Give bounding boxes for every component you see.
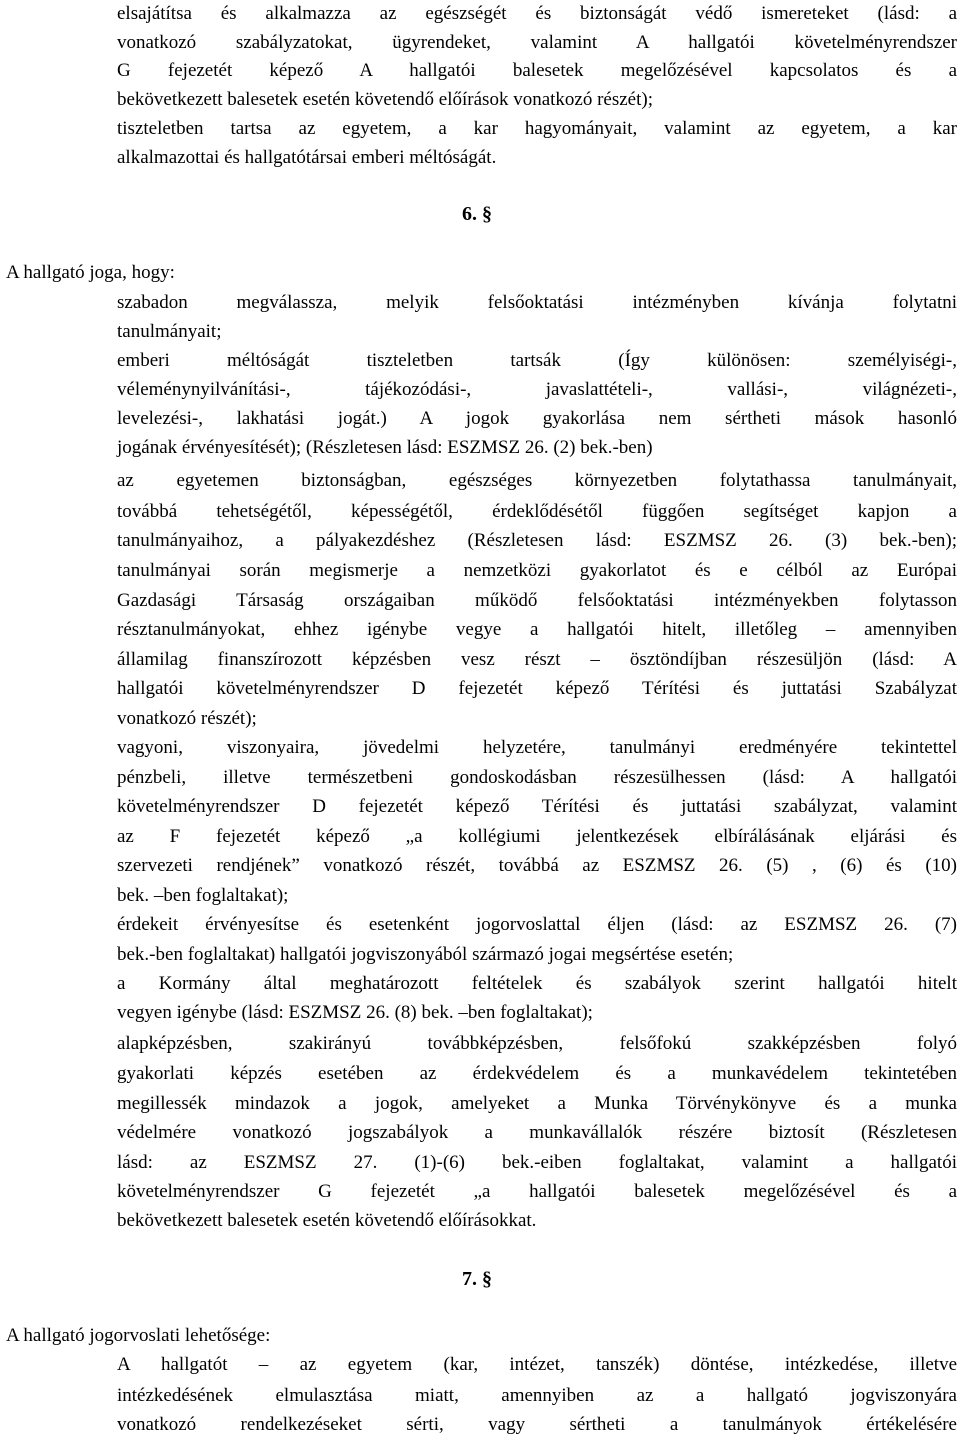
section-heading [462, 1265, 492, 1294]
text-line: vagyoni, viszonyaira, jövedelmi helyzetére, tanulmányi eredményére tekintettel [117, 737, 957, 758]
text-line: érdekeit érvényesítse és esetenként jogorvoslattal éljen (lásd: az ESZMSZ 26. (7) [117, 914, 957, 935]
text-line: elsajátítsa és alkalmazza az egészségét és biztonságát védő ismereteket (lásd: a [117, 3, 957, 24]
text-line: intézkedésének elmulasztása miatt, amennyiben az a hallgató jogviszonyára [117, 1385, 957, 1406]
section-sign-icon: § [482, 203, 492, 225]
text-line: tanulmányait; [117, 321, 222, 342]
text-line: alapképzésben, szakirányú továbbképzésben, felsőfokú szakképzésben folyó [117, 1033, 957, 1054]
section-intro: A hallgató jogorvoslati lehetősége: [6, 1325, 271, 1346]
text-line: hallgatói követelményrendszer D fejezetét képező Térítési és juttatási Szabályzat [117, 678, 957, 699]
text-line: védelmére vonatkozó jogszabályok a munkavállalók részére biztosít (Részletesen [117, 1122, 957, 1143]
text-line: Gazdasági Társaság országaiban működő felsőoktatási intézményekben folytasson [117, 590, 957, 611]
text-line: alkalmazottai és hallgatótársai emberi méltóságát. [117, 147, 497, 168]
text-line: az F fejezetét képező „a kollégiumi jelentkezések elbírálásának eljárási és [117, 826, 957, 847]
text-line: véleménynyilvánítási-, tájékozódási-, javaslattételi-, vallási-, világnézeti-, [117, 379, 957, 400]
text-line: tiszteletben tartsa az egyetem, a kar hagyományait, valamint az egyetem, a kar [117, 118, 957, 139]
text-line: gyakorlati képzés esetében az érdekvédelem és a munkavédelem tekintetében [117, 1063, 957, 1084]
text-line: vegyen igénybe (lásd: ESZMSZ 26. (8) bek. –ben foglaltakat); [117, 1002, 593, 1023]
section-number: 7. [462, 1268, 477, 1290]
text-line: bekövetkezett balesetek esetén követendő előírások vonatkozó részét); [117, 89, 653, 110]
text-line: vonatkozó szabályzatokat, ügyrendeket, valamint A hallgatói követelményrendszer [117, 32, 957, 53]
text-line: bek.-ben foglaltakat) hallgatói jogviszonyából származó jogai megsértése esetén; [117, 944, 734, 965]
text-line: pénzbeli, illetve természetbeni gondoskodásban részesülhessen (lásd: A hallgatói [117, 767, 957, 788]
text-line: továbbá tehetségétől, képességétől, érdeklődésétől függően segítséget kapjon a [117, 501, 957, 522]
text-line: G fejezetét képező A hallgatói balesetek megelőzésével kapcsolatos és a [117, 60, 957, 81]
text-line: szervezeti rendjének” vonatkozó részét, továbbá az ESZMSZ 26. (5) , (6) és (10) [117, 855, 957, 876]
text-line: a Kormány által meghatározott feltételek és szabályok szerint hallgatói hitelt [117, 973, 957, 994]
text-line: tanulmányai során megismerje a nemzetközi gyakorlatot és e célból az Európai [117, 560, 957, 581]
text-line: levelezési-, lakhatási jogát.) A jogok gyakorlása nem sértheti mások hasonló [117, 408, 957, 429]
text-line: tanulmányaihoz, a pályakezdéshez (Részletesen lásd: ESZMSZ 26. (3) bek.-ben); [117, 530, 957, 551]
section-number: 6. [462, 203, 477, 225]
text-line: résztanulmányokat, ehhez igénybe vegye a hallgatói hitelt, illetőleg – amennyiben [117, 619, 957, 640]
text-line: az egyetemen biztonságban, egészséges környezetben folytathassa tanulmányait, [117, 470, 957, 491]
text-line: emberi méltóságát tiszteletben tartsák (Így különösen: személyiségi-, [117, 350, 957, 371]
text-line: lásd: az ESZMSZ 27. (1)-(6) bek.-eiben foglaltakat, valamint a hallgatói [117, 1152, 957, 1173]
section-sign-icon: § [482, 1268, 492, 1290]
text-line: követelményrendszer G fejezetét „a hallgatói balesetek megelőzésével és a [117, 1181, 957, 1202]
text-line: megillessék mindazok a jogok, amelyeket a Munka Törvénykönyve és a munka [117, 1093, 957, 1114]
text-line: államilag finanszírozott képzésben vesz részt – ösztöndíjban részesüljön (lásd: A [117, 649, 957, 670]
text-line: szabadon megválassza, melyik felsőoktatási intézményben kívánja folytatni [117, 292, 957, 313]
text-line: követelményrendszer D fejezetét képező Térítési és juttatási szabályzat, valamint [117, 796, 957, 817]
text-line: vonatkozó részét); [117, 708, 257, 729]
section-intro: A hallgató joga, hogy: [6, 262, 175, 283]
section-heading [462, 200, 492, 229]
text-line: bek. –ben foglaltakat); [117, 885, 289, 906]
text-line: vonatkozó rendelkezéseket sérti, vagy sértheti a tanulmányok értékelésére [117, 1414, 957, 1435]
text-line: A hallgatót – az egyetem (kar, intézet, tanszék) döntése, intézkedése, illetve [117, 1354, 957, 1375]
text-line: jogának érvényesítését); (Részletesen lásd: ESZMSZ 26. (2) bek.-ben) [117, 437, 653, 458]
text-line: bekövetkezett balesetek esetén követendő előírásokkat. [117, 1210, 537, 1231]
